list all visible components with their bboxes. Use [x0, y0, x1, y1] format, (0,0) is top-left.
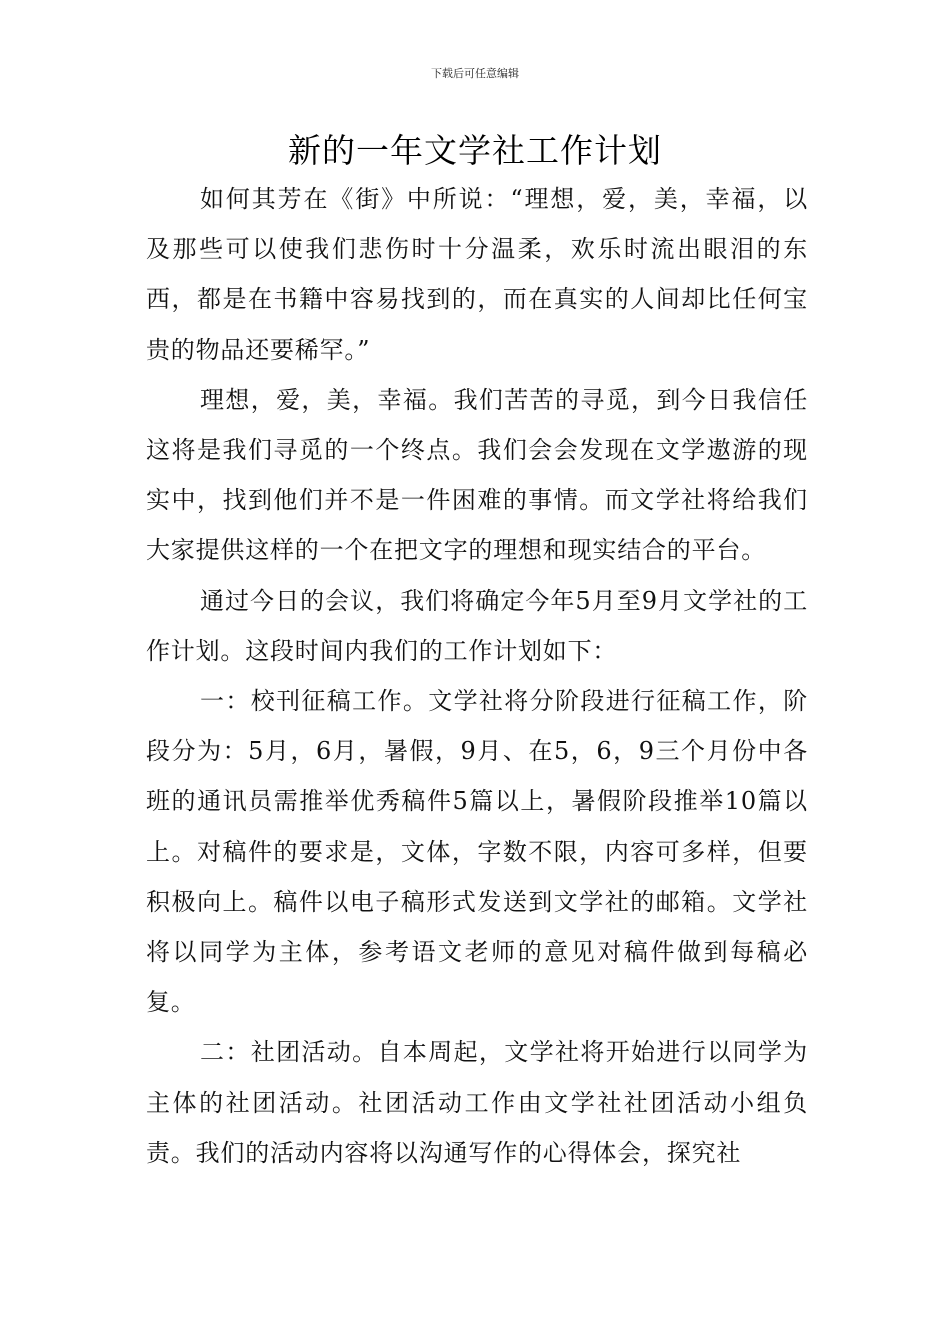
paragraph-1: 如何其芳在《街》中所说：“理想，爱，美，幸福，以及那些可以使我们悲伤时十分温柔，欢乐时流出眼泪的东西，都是在书籍中容易找到的，而在真实的人间却比任何宝贵的物品还要稀罕。”: [146, 185, 808, 364]
document-title: 新的一年文学社工作计划: [288, 131, 662, 170]
paragraph-5: 二：社团活动。自本周起，文学社将开始进行以同学为主体的社团活动。社团活动工作由文学社社团活动小组负责。我们的活动内容将以沟通写作的心得体会，探究社: [146, 1038, 808, 1167]
header-note: 下载后可任意编辑: [431, 67, 519, 80]
paragraph-3: 通过今日的会议，我们将确定今年5月至9月文学社的工作计划。这段时间内我们的工作计划如下：: [146, 586, 808, 665]
paragraph-2: 理想，爱，美，幸福。我们苦苦的寻觅，到今日我信任这将是我们寻觅的一个终点。我们会会发现在文学遨游的现实中，找到他们并不是一件困难的事情。而文学社将给我们大家提供这样的一个在把文字的理想和现实结合的平台。: [146, 385, 808, 565]
paragraph-4: 一：校刊征稿工作。文学社将分阶段进行征稿工作，阶段分为：5月，6月，暑假，9月、在5，6，9三个月份中各班的通讯员需推举优秀稿件5篇以上，暑假阶段推举10篇以上。对稿件的要求是，文体，字数不限，内容可多样，但要积极向上。稿件以电子稿形式发送到文学社的邮箱。文学社将以同学为主体，参考语文老师的意见对稿件做到每稿必复。: [146, 687, 808, 1017]
document-body: [146, 174, 808, 1178]
